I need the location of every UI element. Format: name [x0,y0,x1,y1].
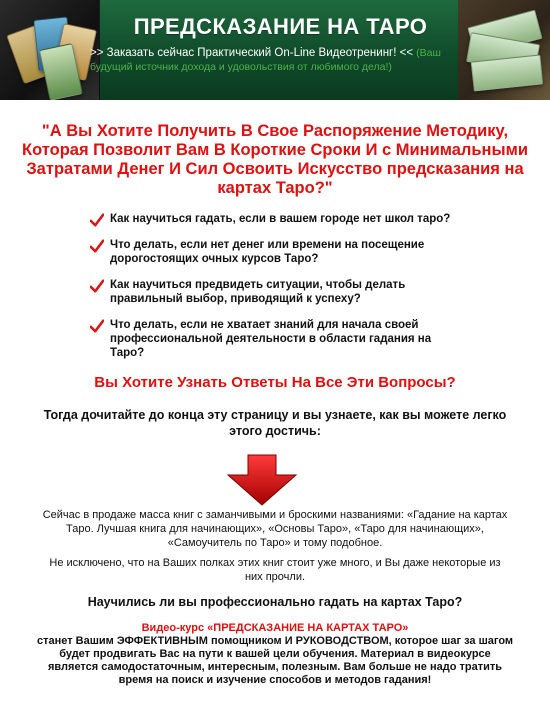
money-icon [464,12,544,90]
checklist-item [90,212,460,226]
shelves-paragraph: Не исключено, что на Ваших полках этих книг стоит уже много, и Вы даже некоторые из них прочли. [49,557,501,583]
money-image [458,0,550,100]
tarot-cards-icon [8,10,94,88]
checklist-item [90,238,460,266]
main-headline: "А Вы Хотите Получить В Свое Распоряжение Методику, Которая Позволит Вам В Короткие Сроки И с Минимальными Затратами Денег И Сил Освоить Искусство предсказания на картах Таро?" [22,122,528,197]
answers-question: Вы Хотите Узнать Ответы На Все Эти Вопросы? [94,374,456,391]
learned-question: Научились ли вы профессионально гадать на картах Таро? [87,595,463,609]
course-title: Видео-курс «ПРЕДСКАЗАНИЕ НА КАРТАХ ТАРО» [141,622,409,634]
subline-muted-text: (Ваш будущий источник дохода и удовольствия от любимого дела!) [90,47,441,73]
checklist-text: Как научиться предвидеть ситуации, чтобы делать правильный выбор, приводящий к успеху? [110,279,406,305]
checklist-text: Что делать, если нет денег или времени на посещение дорогостоящих очных курсов Таро? [110,239,425,265]
page-title: ПРЕДСКАЗАНИЕ НА ТАРО [133,14,428,39]
check-icon [90,213,104,227]
check-icon [90,319,104,333]
checklist-text: Как научиться гадать, если в вашем городе нет школ таро? [110,213,451,225]
header [0,0,550,100]
check-icon [90,279,104,293]
question-checklist [90,212,460,372]
checklist-item [90,278,460,306]
order-subline [90,46,458,74]
read-more-text: Тогда дочитайте до конца эту страницу и вы узнаете, как вы можете легко этого достичь: [43,408,507,438]
check-icon [90,239,104,253]
course-block [36,622,514,687]
course-text: станет Вашим ЭФФЕКТИВНЫМ помощником И РУКОВОДСТВОМ, которое шаг за шагом будет продвигать Вас на пути к вашей цели обучения. Материал в видеокурсе является самодостаточным, интересным, полезным. Вам больше не надо тратить время на поиск и изучение способов и методов гадания! [36,635,514,686]
order-link[interactable]: >> Заказать сейчас Практический On-Line Видеотренинг! << [90,47,414,59]
arrow-down-icon [226,453,298,507]
checklist-item [90,318,460,360]
banknote [471,54,544,91]
books-paragraph: Сейчас в продаже масса книг с заманчивыми и броскими названиями: «Гадание на картах Таро. Лучшая книга для начинающих», «Основы Таро», «Таро для начинающих», «Самоучитель по Таро» и тому подобное. [42,509,508,549]
tarot-cards-image [0,0,100,100]
checklist-text: Что делать, если не хватает знаний для начала своей профессиональной деятельности в области гадания на Таро? [110,319,432,359]
main-content [0,100,550,711]
